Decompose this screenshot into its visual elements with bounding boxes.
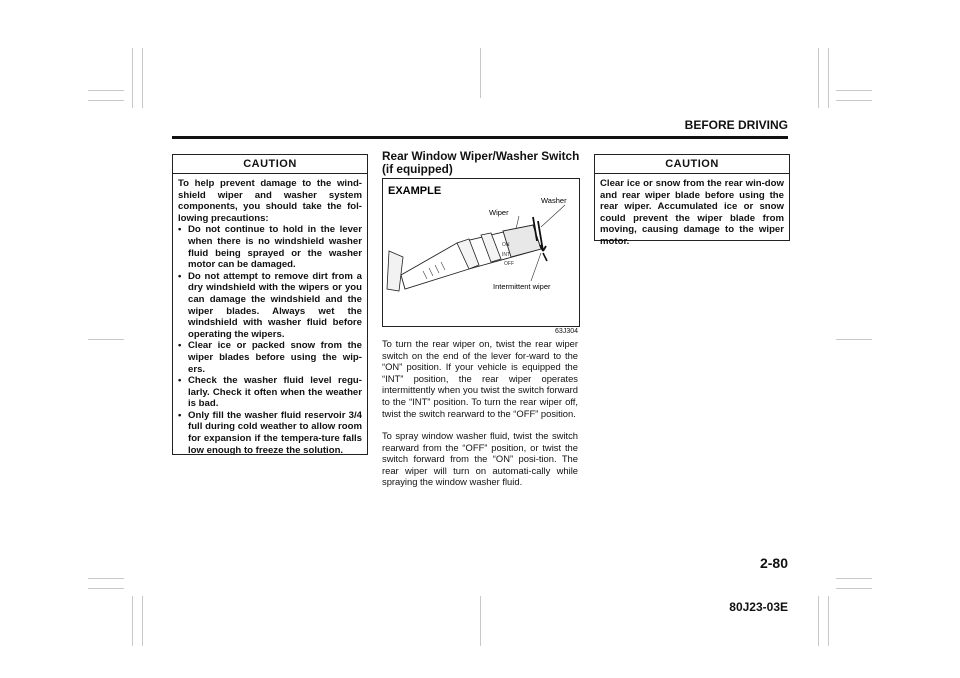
crop-mark xyxy=(828,596,829,646)
caution-item: • Clear ice or packed snow from the wiper blades before using the wip-ers. xyxy=(178,340,362,375)
page-number: 2-80 xyxy=(759,555,788,571)
figure-code: 63J304 xyxy=(555,328,578,335)
crop-mark xyxy=(836,588,872,589)
crop-mark xyxy=(818,596,819,646)
crop-mark xyxy=(142,596,143,646)
caution-heading: CAUTION xyxy=(173,155,367,174)
caution-body: Clear ice or snow from the rear win-dow and rear wiper blade before using the rear wiper. Accumulated ice or snow could prevent the wiper blade from moving, causing damage to the wiper motor. xyxy=(600,178,784,247)
crop-mark xyxy=(88,90,124,91)
crop-mark xyxy=(836,90,872,91)
crop-mark xyxy=(818,48,819,108)
rotation-arrow xyxy=(543,253,547,261)
crop-mark xyxy=(142,48,143,108)
intermittent-wiper-label: Intermittent wiper xyxy=(493,282,551,291)
crop-mark xyxy=(88,578,124,579)
caution-box-left xyxy=(172,154,368,455)
caution-item: • Do not attempt to remove dirt from a dry windshield with the wipers or you can damage the windshield and the wiper blades. Always wet the windshield with washer fluid before operating the wipers. xyxy=(178,271,362,341)
document-code: 80J23-03E xyxy=(729,600,788,614)
steering-column-shape xyxy=(387,251,403,291)
caution-box-right xyxy=(594,154,790,247)
switch-label: OFF xyxy=(504,261,514,267)
switch-label: INT xyxy=(502,252,511,258)
wiper-lever-illustration xyxy=(383,179,579,326)
header-title: BEFORE DRIVING xyxy=(684,118,788,132)
callout-line xyxy=(541,205,565,227)
figure-example-label: EXAMPLE xyxy=(388,185,442,197)
wiper-switch-figure xyxy=(382,178,580,327)
crop-mark xyxy=(836,339,872,340)
callout-line xyxy=(516,216,519,229)
callout-line xyxy=(531,253,541,281)
paragraph: To turn the rear wiper on, twist the rear wiper switch on the end of the lever for-ward to the “ON” position. If your vehicle is equipped the “INT” position, the rear wiper operates intermittently when you twist the switch forward to the “INT” position. To turn the rear wiper off, twist the switch rearward to the “OFF” position. xyxy=(382,338,578,419)
crop-mark xyxy=(836,578,872,579)
crop-mark xyxy=(132,596,133,646)
caution-item: • Do not continue to hold in the lever when there is no windshield washer fluid being sprayed or the washer motor can be damaged. xyxy=(178,224,362,270)
crop-mark xyxy=(480,596,481,646)
crop-mark xyxy=(132,48,133,108)
caution-item: • Check the washer fluid level regu-larly. Check it often when the weather is bad. xyxy=(178,375,362,410)
caution-intro: To help prevent damage to the wind-shield wiper and washer system components, you should take the fol-lowing precautions: xyxy=(178,178,362,224)
crop-mark xyxy=(836,100,872,101)
caution-item: • Only fill the washer fluid reservoir 3/4 full during cold weather to allow room for expansion if the tempera-ture falls low enough to freeze the solution. xyxy=(178,410,362,456)
paragraph: To spray window washer fluid, twist the switch rearward from the “OFF” position, or twist the switch forward from the “ON” posi-tion. The rear wiper will turn on automati-cally while spraying the window washer fluid. xyxy=(382,430,578,488)
wiper-label: Wiper xyxy=(489,208,509,217)
caution-list xyxy=(178,224,362,456)
crop-mark xyxy=(88,100,124,101)
crop-mark xyxy=(828,48,829,108)
caution-heading: CAUTION xyxy=(595,155,789,174)
switch-label: ON xyxy=(502,242,510,248)
crop-mark xyxy=(88,588,124,589)
crop-mark xyxy=(480,48,481,98)
section-title: Rear Window Wiper/Washer Switch (if equipped) xyxy=(382,149,580,176)
crop-mark xyxy=(88,339,124,340)
caution-body xyxy=(173,174,367,460)
washer-label: Washer xyxy=(541,196,567,205)
header-rule xyxy=(172,136,788,139)
